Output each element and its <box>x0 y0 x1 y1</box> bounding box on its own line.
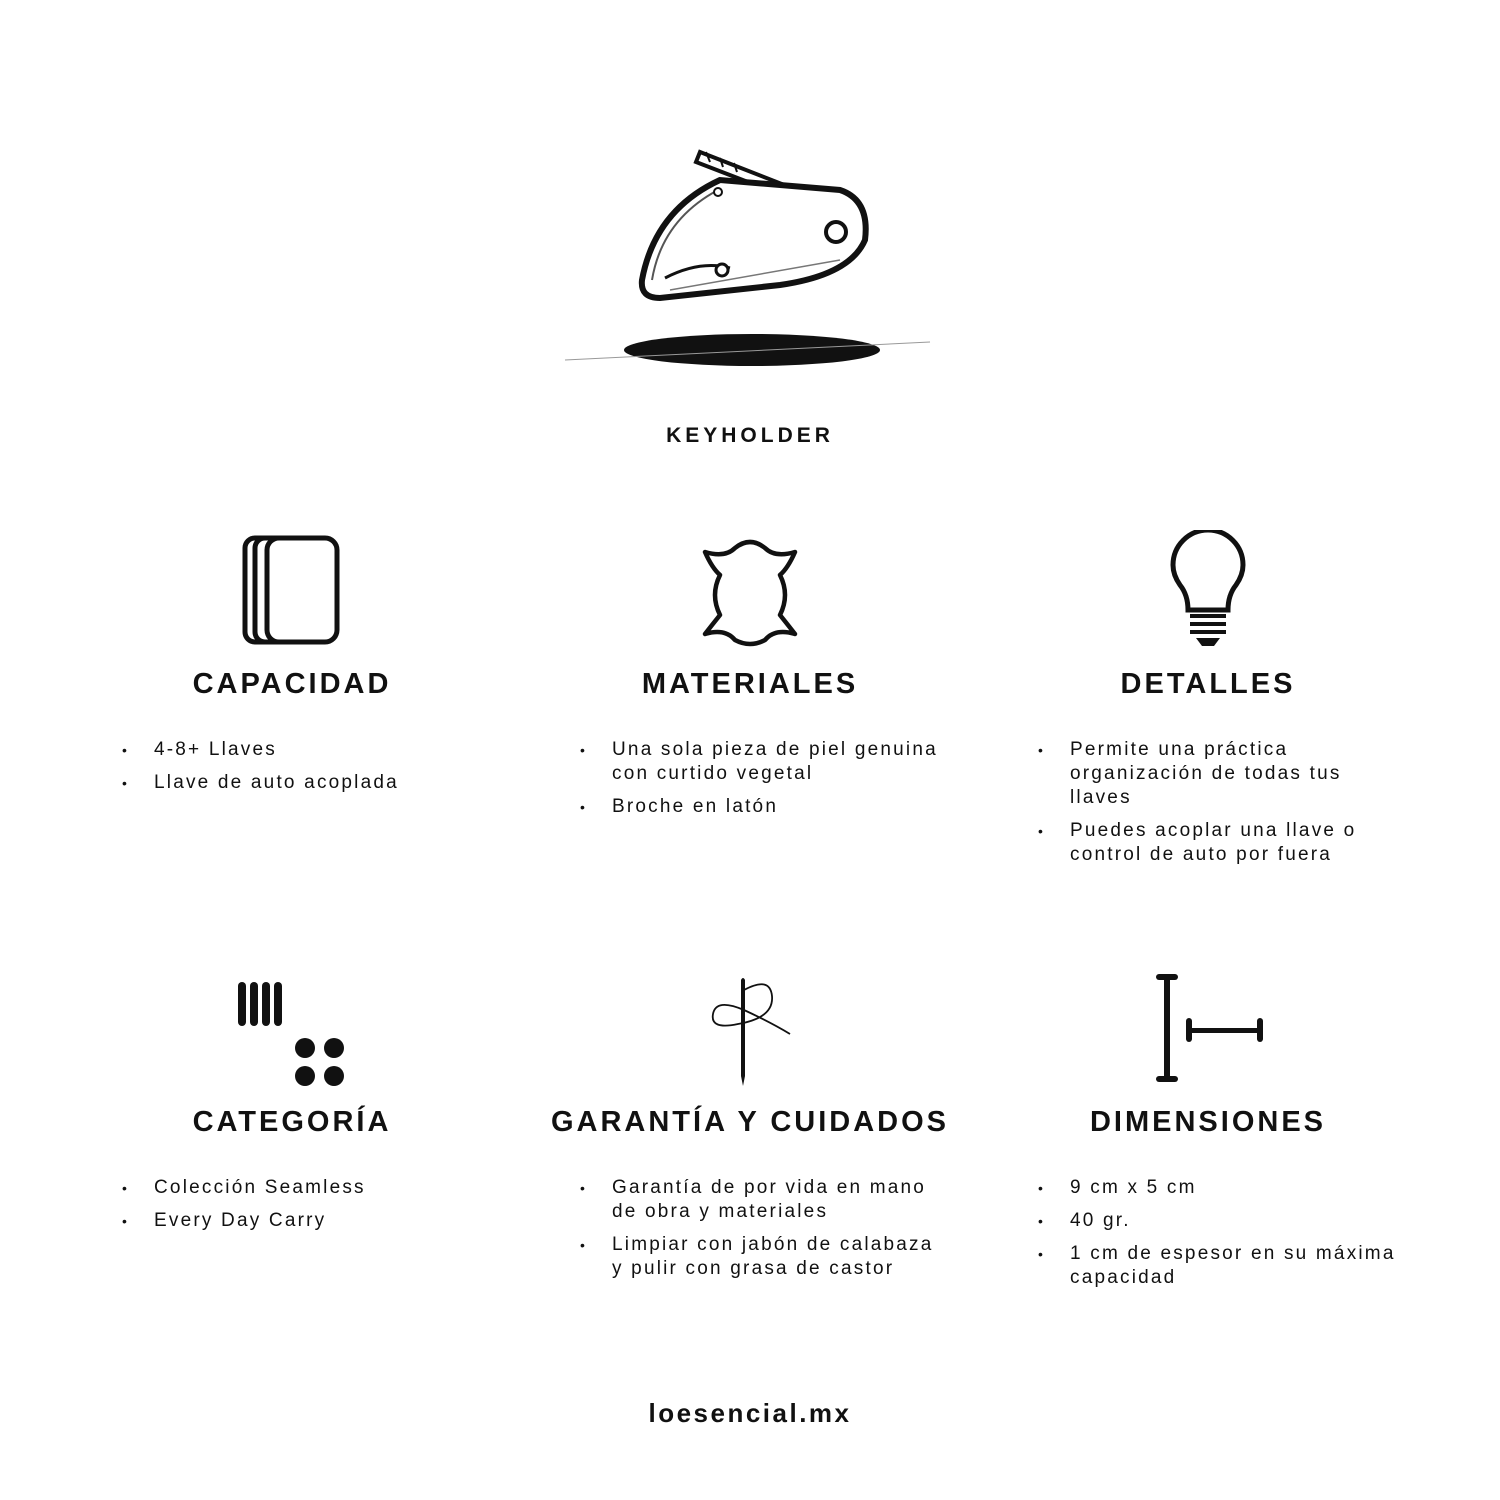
lightbulb-icon <box>1138 530 1278 650</box>
feature-title: GARANTÍA Y CUIDADOS <box>550 1106 950 1138</box>
lines-and-dots-icon <box>222 968 362 1088</box>
feature-list <box>122 738 399 804</box>
feature-title: DETALLES <box>1120 668 1296 700</box>
list-item: • Llave de auto acoplada <box>122 771 399 795</box>
feature-list <box>580 1176 950 1290</box>
leather-hide-icon <box>680 530 820 650</box>
feature-list <box>580 738 950 828</box>
list-item: • Garantía de por vida en mano de obra y materiales <box>580 1176 950 1224</box>
list-item: • Every Day Carry <box>122 1209 366 1233</box>
dimensions-icon <box>1138 968 1278 1088</box>
feature-list <box>1038 738 1408 876</box>
list-item: • 4-8+ Llaves <box>122 738 399 762</box>
list-item: • Una sola pieza de piel genuina con curtido vegetal <box>580 738 950 786</box>
list-item: • Puedes acoplar una llave o control de auto por fuera <box>1038 819 1408 867</box>
cards-stack-icon <box>222 530 362 650</box>
list-item: • Colección Seamless <box>122 1176 366 1200</box>
list-item: • Permite una práctica organización de todas tus llaves <box>1038 738 1408 810</box>
list-item: • 9 cm x 5 cm <box>1038 1176 1408 1200</box>
website-link[interactable]: loesencial.mx <box>648 1398 852 1428</box>
product-title: KEYHOLDER <box>666 424 834 447</box>
keyholder-sketch-image <box>560 140 940 380</box>
needle-thread-icon <box>680 968 820 1088</box>
feature-list <box>1038 1176 1408 1299</box>
feature-title: CAPACIDAD <box>192 668 392 700</box>
feature-title: DIMENSIONES <box>1089 1106 1327 1138</box>
list-item: • 40 gr. <box>1038 1209 1408 1233</box>
feature-title: MATERIALES <box>641 668 859 700</box>
list-item: • 1 cm de espesor en su máxima capacidad <box>1038 1242 1408 1290</box>
list-item: • Limpiar con jabón de calabaza y pulir con grasa de castor <box>580 1233 950 1281</box>
feature-title: CATEGORÍA <box>192 1106 392 1138</box>
feature-list <box>122 1176 366 1242</box>
list-item: • Broche en latón <box>580 795 950 819</box>
